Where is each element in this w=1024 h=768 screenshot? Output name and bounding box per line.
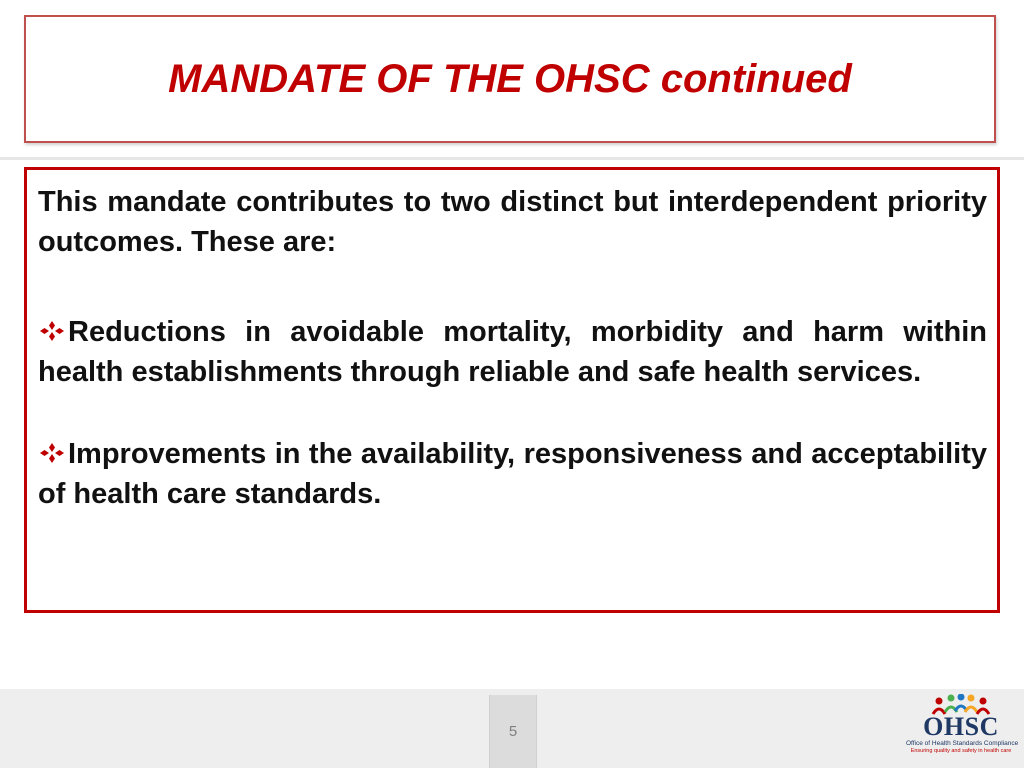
diamond-bullet-icon: [38, 313, 68, 335]
content-box: [24, 167, 1000, 613]
intro-text: This mandate contributes to two distinct but interdependent priority outcomes. These are:: [38, 186, 987, 258]
bullet-item: [38, 312, 987, 392]
page-number-box: [489, 695, 537, 768]
ohsc-logo: [906, 694, 1019, 764]
bullet-item: [38, 434, 987, 514]
page-number: 5: [508, 723, 518, 740]
diamond-bullet-icon: [38, 435, 68, 457]
slide-title: MANDATE OF THE OHSC continued: [168, 56, 852, 101]
bullet-text: Improvements in the availability, responsiveness and acceptability of health care standards.: [38, 438, 987, 510]
logo-wordmark: OHSC: [923, 712, 999, 741]
logo-subtitle: Office of Health Standards Compliance: [906, 740, 1019, 747]
bullet-text: Reductions in avoidable mortality, morbidity and harm within health establishments through reliable and safe health services.: [38, 316, 987, 388]
logo-tagline: Ensuring quality and safety in health care: [910, 748, 1012, 754]
divider: [0, 157, 1024, 160]
title-box: [24, 15, 996, 143]
